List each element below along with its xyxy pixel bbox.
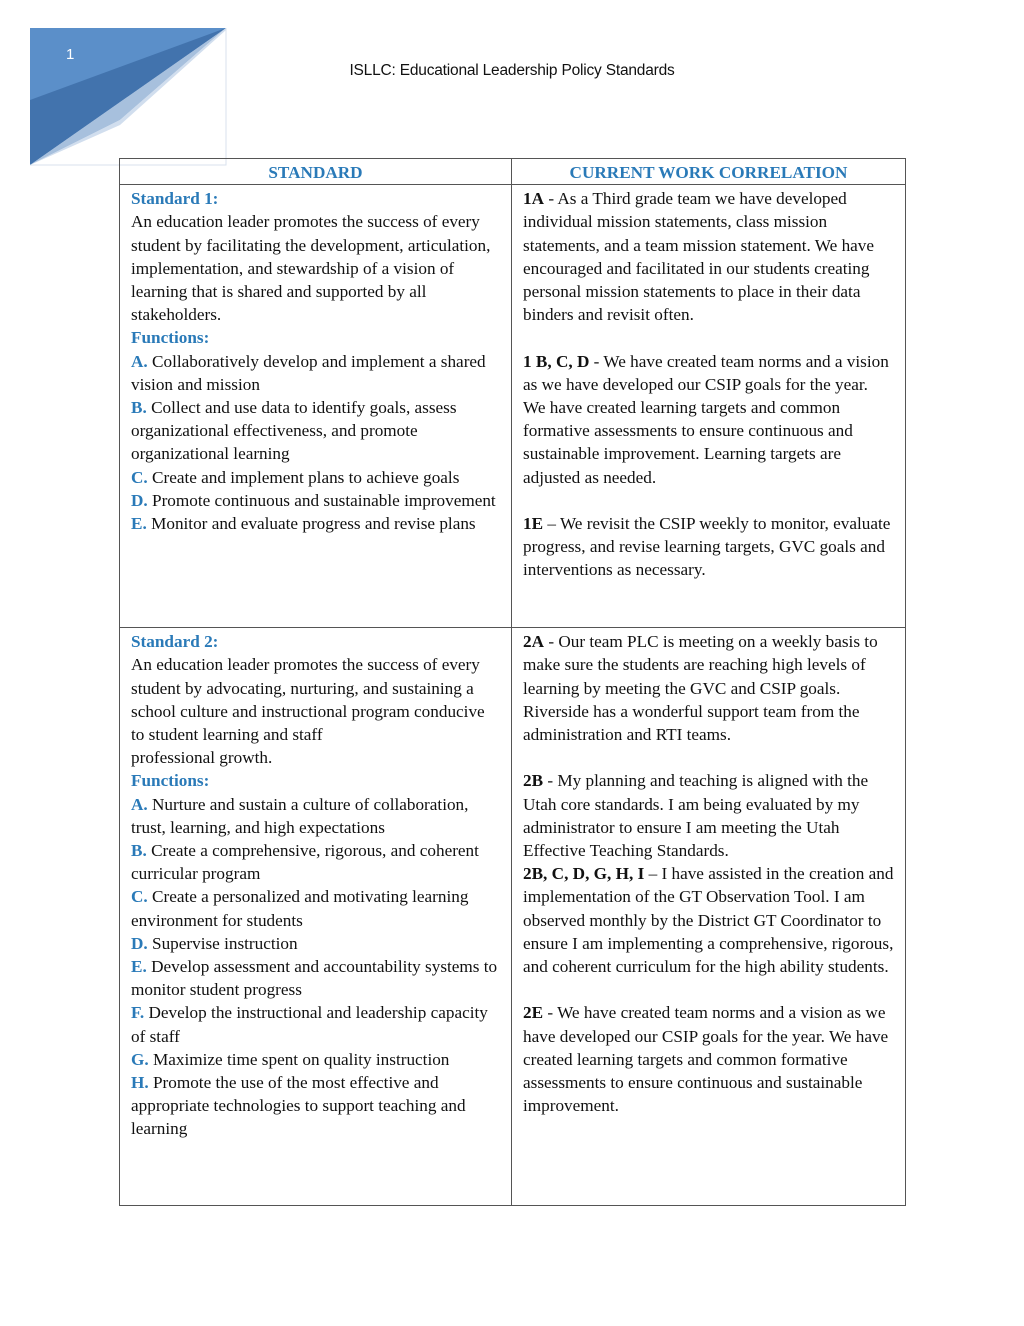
functions-label: Functions: xyxy=(131,771,210,791)
correlation-entry: 2A - Our team PLC is meeting on a weekly basis to make sure the students are reaching high levels of learning by meeting the GVC and CSIP goals. Riverside has a wonderful support team from the administration and RTI teams. xyxy=(523,632,878,745)
function-item: F. Develop the instructional and leadership capacity of staff xyxy=(131,1003,488,1046)
function-item: H. Promote the use of the most effective and appropriate technologies to support teaching and learning xyxy=(131,1073,466,1139)
standards-table xyxy=(119,158,906,1206)
function-item: C. Create and implement plans to achieve goals xyxy=(131,467,460,487)
function-item: A. Nurture and sustain a culture of collaboration, trust, learning, and high expectations xyxy=(131,794,469,837)
correlation-cell xyxy=(512,185,906,628)
header-title: ISLLC: Educational Leadership Policy Standards xyxy=(349,62,675,79)
correlation-entry: 1E – We revisit the CSIP weekly to monitor, evaluate progress, and revise learning targets, GVC goals and interventions as necessary. xyxy=(523,514,891,580)
table-row xyxy=(120,628,906,1206)
function-item: D. Promote continuous and sustainable improvement xyxy=(131,490,496,510)
functions-label: Functions: xyxy=(131,328,210,348)
standard-title: Standard 1: xyxy=(131,189,219,209)
function-item: E. Monitor and evaluate progress and revise plans xyxy=(131,514,476,534)
correlation-cell xyxy=(512,628,906,1206)
page-number: 1 xyxy=(66,46,75,63)
corner-decoration xyxy=(0,0,230,170)
standard-title: Standard 2: xyxy=(131,632,219,652)
function-item: E. Develop assessment and accountability systems to monitor student progress xyxy=(131,957,498,1000)
function-item: D. Supervise instruction xyxy=(131,933,298,953)
correlation-entry: 2B, C, D, G, H, I – I have assisted in the creation and implementation of the GT Observation Tool. I am observed monthly by the District GT Coordinator to ensure I am implementing a comprehensive, rigorous, and coherent curriculum for the high ability students. xyxy=(523,864,894,977)
function-item: C. Create a personalized and motivating learning environment for students xyxy=(131,887,469,930)
column-header-standard: STANDARD xyxy=(120,159,512,185)
correlation-entry: 1A - As a Third grade team we have developed individual mission statements, class mission statements, and a team mission statement. We have encouraged and facilitated in our students creating personal mission statements to place in their data binders and revisit often. xyxy=(523,189,875,325)
standard-cell xyxy=(120,628,512,1206)
table-header-row xyxy=(120,159,906,185)
function-item: B. Create a comprehensive, rigorous, and coherent curricular program xyxy=(131,841,479,884)
correlation-entry: 2B - My planning and teaching is aligned with the Utah core standards. I am being evaluated by my administrator to ensure I am meeting the Utah Effective Teaching Standards. xyxy=(523,771,869,861)
column-header-correlation: CURRENT WORK CORRELATION xyxy=(512,159,906,185)
standard-description: An education leader promotes the success of every student by advocating, nurturing, and sustaining a school culture and instructional program conducive to student learning and staff xyxy=(131,655,485,745)
standard-cell xyxy=(120,185,512,628)
correlation-entry: 2E - We have created team norms and a vision as we have developed our CSIP goals for the year. We have created learning targets and common formative assessments to ensure continuous and sustainable improvement. xyxy=(523,1003,889,1116)
correlation-entry: 1 B, C, D - We have created team norms and a vision as we have developed our CSIP goals for the year. We have created learning targets and common formative assessments to ensure continuous and sustainable improvement. Learning targets are adjusted as needed. xyxy=(523,351,889,487)
standard-description-cont: professional growth. xyxy=(131,748,273,768)
function-item: B. Collect and use data to identify goals, assess organizational effectiveness, and promote organizational learning xyxy=(131,398,457,464)
function-item: G. Maximize time spent on quality instruction xyxy=(131,1049,450,1069)
table-row xyxy=(120,185,906,628)
function-item: A. Collaboratively develop and implement a shared vision and mission xyxy=(131,351,486,394)
standard-description: An education leader promotes the success of every student by facilitating the development, articulation, implementation, and stewardship of a vision of learning that is shared and supported by all stakeholders. xyxy=(131,212,491,325)
